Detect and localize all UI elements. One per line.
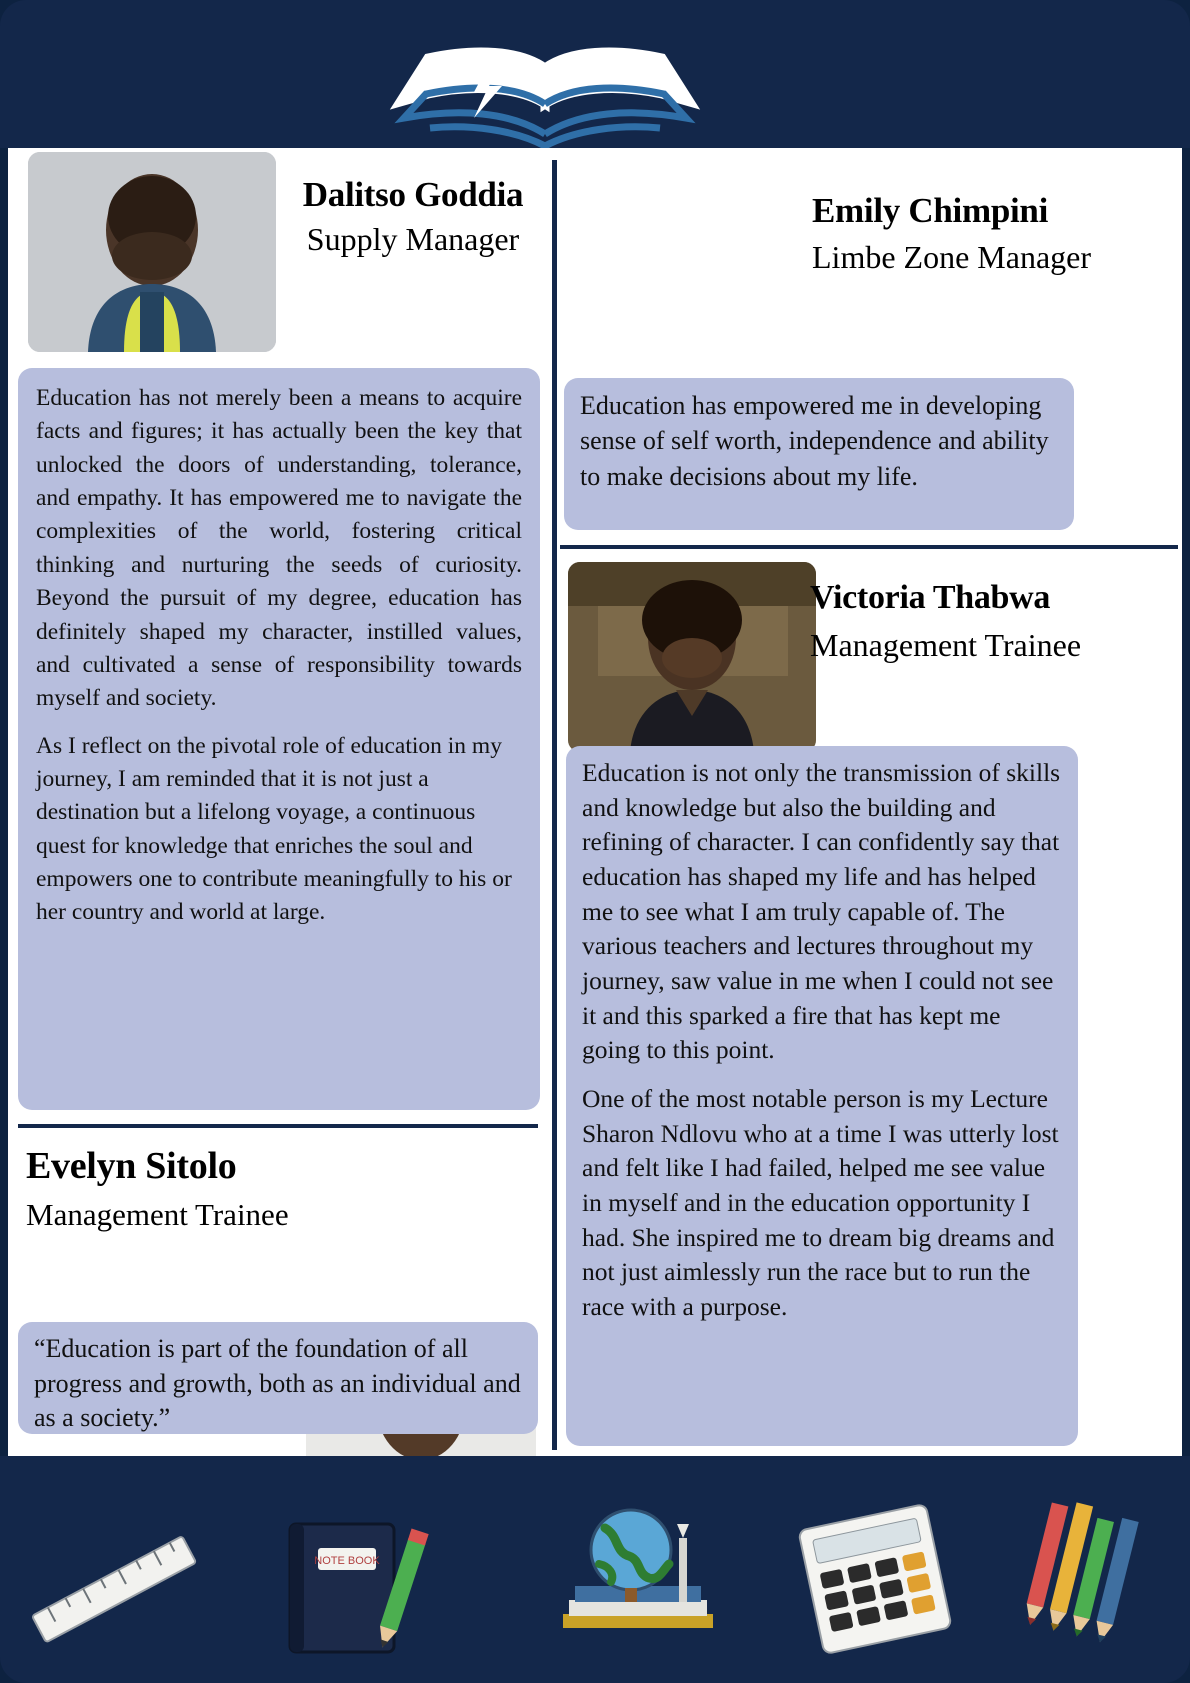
poster-footer — [0, 1456, 1190, 1683]
svg-text:NOTE BOOK: NOTE BOOK — [314, 1555, 380, 1567]
vertical-divider — [552, 160, 557, 1450]
quote-paragraph: As I reflect on the pivotal role of education in my journey, I am reminded that it is not just a destination but a lifelong voyage, a continuous quest for knowledge that enriches the soul and empowers one to contribute meaningfully to his or her country and world at large. — [36, 732, 512, 926]
quote-emily-chimpini — [564, 378, 1074, 530]
quote-paragraph: One of the most notable person is my Lecture Sharon Ndlovu who at a time I was utterly lost and felt like I had failed, helped me see value in myself and in the education opportunity I had. She inspired me to dream big dreams and not just aimlessly run the race but to run the race with a purpose. — [582, 1084, 1059, 1322]
role-evelyn-sitolo: Management Trainee — [26, 1197, 289, 1232]
name-emily-chimpini: Emily Chimpini — [812, 191, 1048, 230]
quote-dalitso-goddia — [18, 368, 540, 1110]
quote-paragraph: Education has not merely been a means to acquire facts and figures; it has actually been the key that unlocked the doors of understanding, tolerance, and empathy. It has empowered me to navigate the complexities of the world, fostering critical thinking and nurturing the seeds of curiosity. Beyond the pursuit of my degree, education has definitely shaped my character, instilled values, and cultivated a sense of responsibility towards myself and society. — [36, 385, 522, 712]
right-column-divider — [560, 545, 1178, 549]
role-emily-chimpini: Limbe Zone Manager — [812, 239, 1091, 275]
quote-evelyn-sitolo — [18, 1322, 538, 1434]
left-column-divider — [18, 1124, 538, 1128]
quote-paragraph: Education has empowered me in developing sense of self worth, independence and ability to make decisions about my life. — [580, 391, 1049, 491]
globe-books-icon — [545, 1494, 735, 1667]
quote-paragraph: “Education is part of the foundation of all progress and growth, both as an individual and as a society.” — [34, 1334, 521, 1433]
colored-pencils-icon — [1000, 1496, 1180, 1671]
quote-paragraph: Education is not only the transmission of skills and knowledge but also the building and refining of character. I can confidently say that education has shaped my life and has helped me to see what I am truly capable of. The various teachers and lectures throughout my journey, saw value in me when I could not see it and this sparked a fire that has kept me going to this point. — [582, 758, 1061, 1065]
quote-victoria-thabwa — [566, 746, 1078, 1446]
role-dalitso-goddia: Supply Manager — [306, 221, 520, 257]
ruler-icon — [20, 1516, 210, 1671]
role-victoria-thabwa: Management Trainee — [810, 627, 1082, 663]
calculator-icon — [790, 1504, 960, 1659]
name-evelyn-sitolo: Evelyn Sitolo — [26, 1145, 237, 1187]
photo-dalitso-goddia — [28, 152, 276, 352]
poster-header — [0, 0, 1190, 148]
name-dalitso-goddia: Dalitso Goddia — [302, 175, 524, 214]
open-book-logo-icon — [370, 42, 720, 162]
photo-emily-chimpini — [568, 562, 816, 752]
name-victoria-thabwa: Victoria Thabwa — [810, 579, 1051, 616]
notebook-pencil-icon — [270, 1500, 450, 1665]
